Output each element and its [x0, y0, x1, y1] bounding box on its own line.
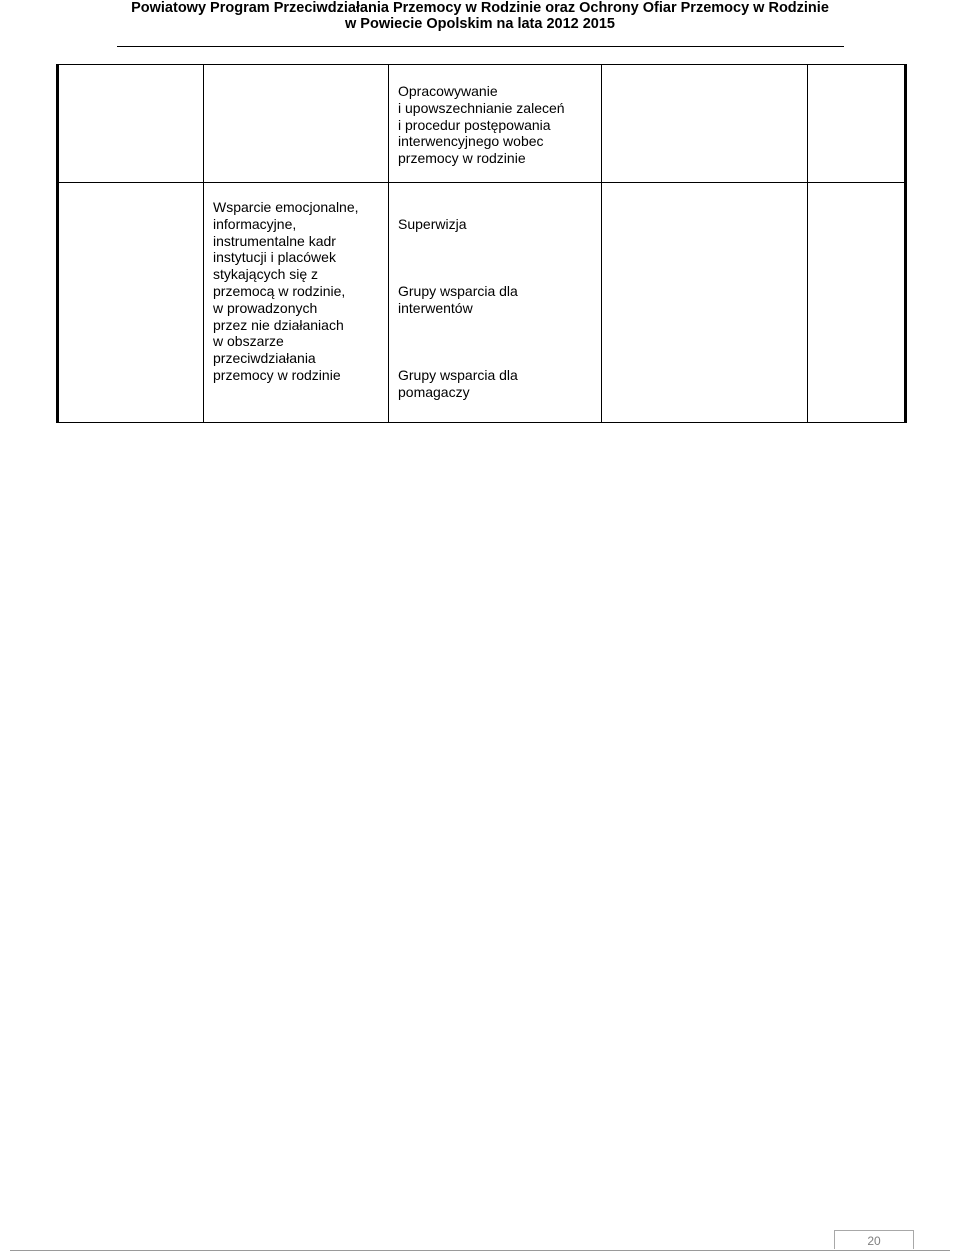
- activity-item: Grupy wsparcia dla pomagaczy: [398, 367, 518, 401]
- table-cell: [808, 65, 906, 183]
- table-cell: [808, 183, 906, 423]
- table-cell-objective: Wsparcie emocjonalne, informacyjne, instrumentalne kadr instytucji i placówek stykających się z przemocą w rodzinie, w prowadzonych przez nie działaniach w obszarze przeciwdziałania przemocy w rodzinie: [204, 183, 389, 423]
- activity-item: Grupy wsparcia dla interwentów: [398, 283, 518, 316]
- document-header: [0, 0, 960, 32]
- header-title-line-2: w Powiecie Opolskim na lata 2012 2015: [345, 16, 615, 32]
- header-title-line-1: Powiatowy Program Przeciwdziałania Przemocy w Rodzinie oraz Ochrony Ofiar Przemocy w Rodzinie: [131, 0, 829, 16]
- table-row: [58, 65, 906, 183]
- table-cell: [58, 65, 204, 183]
- table-cell-activities: [389, 183, 602, 423]
- table-cell: [602, 183, 808, 423]
- table-cell-task: Opracowywanie i upowszechnianie zaleceń i procedur postępowania interwencyjnego wobec przemocy w rodzinie: [389, 65, 602, 183]
- footer-line: [10, 1250, 950, 1251]
- table-cell: [602, 65, 808, 183]
- table-cell: [58, 183, 204, 423]
- page-number: 20: [834, 1230, 914, 1249]
- table-row: [58, 183, 906, 423]
- program-table: [56, 64, 907, 423]
- header-rule: [117, 46, 844, 47]
- table-cell: [204, 65, 389, 183]
- activity-item: Superwizja: [398, 215, 467, 232]
